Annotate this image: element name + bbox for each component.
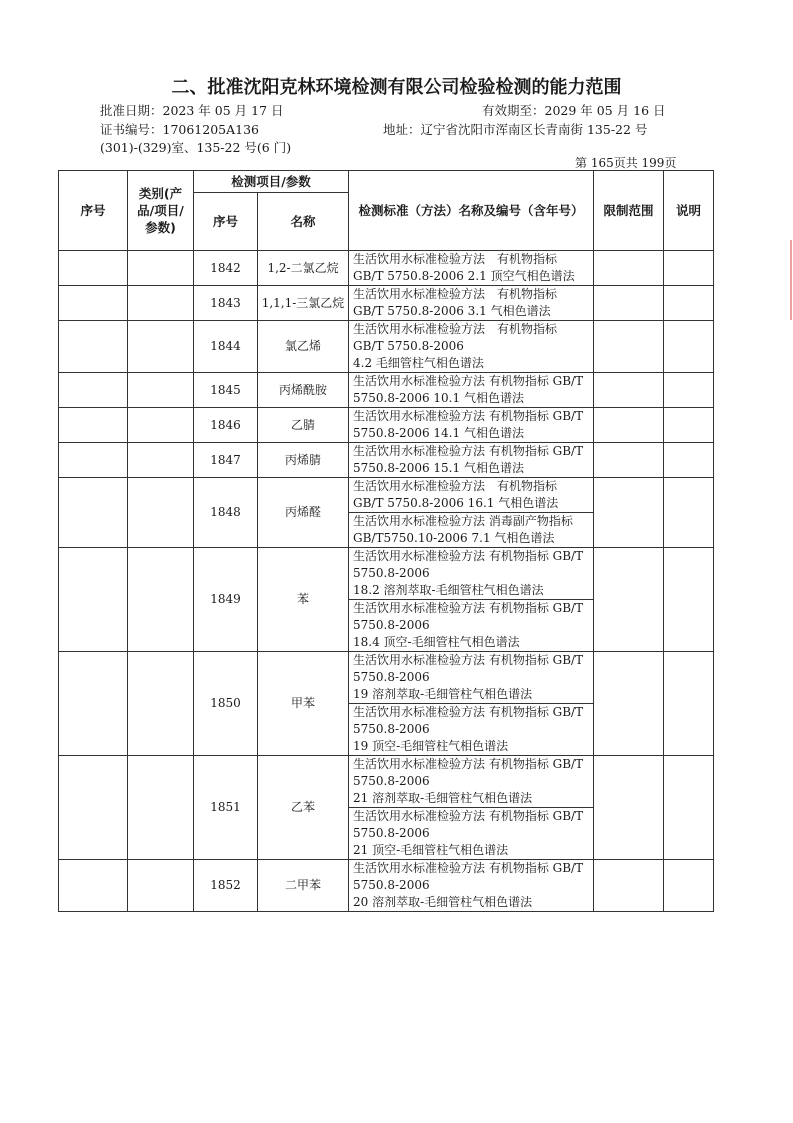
note-cell bbox=[664, 251, 714, 286]
standard-cell: 生活饮用水标准检验方法 有机物指标 GB/T 5750.8-2006 3.1 气相色谱法 bbox=[349, 286, 594, 321]
note-cell bbox=[664, 652, 714, 756]
seq-cell bbox=[59, 321, 128, 373]
limit-cell bbox=[594, 321, 664, 373]
limit-cell bbox=[594, 756, 664, 860]
table-row bbox=[59, 321, 714, 373]
table-row bbox=[59, 443, 714, 478]
category-cell bbox=[128, 251, 194, 286]
note-cell bbox=[664, 756, 714, 860]
limit-cell bbox=[594, 408, 664, 443]
item-name: 1,2-二氯乙烷 bbox=[258, 251, 349, 286]
seq-cell bbox=[59, 756, 128, 860]
standard-cell: 生活饮用水标准检验方法 有机物指标 GB/T 5750.8-2006 21 顶空-毛细管柱气相色谱法 bbox=[349, 808, 594, 860]
seq-cell bbox=[59, 408, 128, 443]
category-cell bbox=[128, 373, 194, 408]
item-name: 苯 bbox=[258, 548, 349, 652]
category-cell bbox=[128, 478, 194, 548]
item-number: 1852 bbox=[194, 860, 258, 912]
item-number: 1847 bbox=[194, 443, 258, 478]
item-name: 二甲苯 bbox=[258, 860, 349, 912]
note-cell bbox=[664, 321, 714, 373]
table-row bbox=[59, 756, 714, 808]
header-category: 类别(产品/项目/参数) bbox=[128, 171, 194, 251]
seq-cell bbox=[59, 548, 128, 652]
standard-cell: 生活饮用水标准检验方法 有机物指标 GB/T 5750.8-2006 15.1 气相色谱法 bbox=[349, 443, 594, 478]
seq-cell bbox=[59, 652, 128, 756]
capability-table bbox=[58, 170, 714, 912]
note-cell bbox=[664, 408, 714, 443]
note-cell bbox=[664, 373, 714, 408]
item-number: 1845 bbox=[194, 373, 258, 408]
table-row bbox=[59, 548, 714, 600]
table-row bbox=[59, 478, 714, 513]
item-name: 丙烯腈 bbox=[258, 443, 349, 478]
item-number: 1844 bbox=[194, 321, 258, 373]
item-number: 1850 bbox=[194, 652, 258, 756]
seq-cell bbox=[59, 478, 128, 548]
note-cell bbox=[664, 548, 714, 652]
item-name: 氯乙烯 bbox=[258, 321, 349, 373]
limit-cell bbox=[594, 860, 664, 912]
valid-until: 有效期至：2029 年 05 月 16 日 bbox=[482, 103, 666, 118]
category-cell bbox=[128, 652, 194, 756]
address-continued: (301)-(329)室、135-22 号(6 门) bbox=[100, 140, 292, 155]
standard-cell: 生活饮用水标准检验方法 有机物指标 GB/T 5750.8-2006 18.2 溶剂萃取-毛细管柱气相色谱法 bbox=[349, 548, 594, 600]
approval-date: 批准日期：2023 年 05 月 17 日 bbox=[100, 103, 284, 118]
header-note: 说明 bbox=[664, 171, 714, 251]
note-cell bbox=[664, 860, 714, 912]
scan-edge-mark bbox=[790, 240, 792, 320]
note-cell bbox=[664, 286, 714, 321]
standard-cell: 生活饮用水标准检验方法 有机物指标 GB/T 5750.8-2006 21 溶剂萃取-毛细管柱气相色谱法 bbox=[349, 756, 594, 808]
limit-cell bbox=[594, 652, 664, 756]
page-title: 二、批准沈阳克林环境检测有限公司检验检测的能力范围 bbox=[171, 77, 622, 98]
cert-number: 证书编号：17061205A136 bbox=[100, 122, 260, 137]
table-row bbox=[59, 251, 714, 286]
limit-cell bbox=[594, 251, 664, 286]
item-number: 1843 bbox=[194, 286, 258, 321]
header-limit: 限制范围 bbox=[594, 171, 664, 251]
item-number: 1849 bbox=[194, 548, 258, 652]
header-standard: 检测标准（方法）名称及编号（含年号） bbox=[349, 171, 594, 251]
item-number: 1851 bbox=[194, 756, 258, 860]
standard-cell: 生活饮用水标准检验方法 有机物指标 GB/T 5750.8-2006 20 溶剂萃取-毛细管柱气相色谱法 bbox=[349, 860, 594, 912]
item-name: 甲苯 bbox=[258, 652, 349, 756]
standard-cell: 生活饮用水标准检验方法 有机物指标 GB/T 5750.8-2006 18.4 顶空-毛细管柱气相色谱法 bbox=[349, 600, 594, 652]
category-cell bbox=[128, 756, 194, 860]
item-name: 乙腈 bbox=[258, 408, 349, 443]
category-cell bbox=[128, 408, 194, 443]
standard-cell: 生活饮用水标准检验方法 有机物指标 GB/T 5750.8-2006 2.1 顶空气相色谱法 bbox=[349, 251, 594, 286]
seq-cell bbox=[59, 373, 128, 408]
limit-cell bbox=[594, 478, 664, 548]
limit-cell bbox=[594, 286, 664, 321]
limit-cell bbox=[594, 373, 664, 408]
note-cell bbox=[664, 443, 714, 478]
header-name: 名称 bbox=[258, 193, 349, 251]
table-row bbox=[59, 408, 714, 443]
item-name: 乙苯 bbox=[258, 756, 349, 860]
table-row bbox=[59, 286, 714, 321]
standard-cell: 生活饮用水标准检验方法 有机物指标 GB/T 5750.8-2006 4.2 毛细管柱气相色谱法 bbox=[349, 321, 594, 373]
standard-cell: 生活饮用水标准检验方法 有机物指标 GB/T 5750.8-2006 10.1 气相色谱法 bbox=[349, 373, 594, 408]
item-name: 丙烯酰胺 bbox=[258, 373, 349, 408]
header-test-group: 检测项目/参数 bbox=[194, 171, 349, 193]
standard-cell: 生活饮用水标准检验方法 消毒副产物指标 GB/T5750.10-2006 7.1 气相色谱法 bbox=[349, 513, 594, 548]
category-cell bbox=[128, 443, 194, 478]
item-name: 丙烯醛 bbox=[258, 478, 349, 548]
category-cell bbox=[128, 860, 194, 912]
note-cell bbox=[664, 478, 714, 548]
seq-cell bbox=[59, 443, 128, 478]
category-cell bbox=[128, 321, 194, 373]
category-cell bbox=[128, 286, 194, 321]
item-number: 1848 bbox=[194, 478, 258, 548]
page-number: 第 165页共 199页 bbox=[575, 156, 677, 170]
standard-cell: 生活饮用水标准检验方法 有机物指标 GB/T 5750.8-2006 16.1 气相色谱法 bbox=[349, 478, 594, 513]
table-row bbox=[59, 860, 714, 912]
header-sub-seq: 序号 bbox=[194, 193, 258, 251]
standard-cell: 生活饮用水标准检验方法 有机物指标 GB/T 5750.8-2006 19 顶空-毛细管柱气相色谱法 bbox=[349, 704, 594, 756]
table-row bbox=[59, 652, 714, 704]
seq-cell bbox=[59, 251, 128, 286]
standard-cell: 生活饮用水标准检验方法 有机物指标 GB/T 5750.8-2006 19 溶剂萃取-毛细管柱气相色谱法 bbox=[349, 652, 594, 704]
limit-cell bbox=[594, 443, 664, 478]
item-number: 1846 bbox=[194, 408, 258, 443]
limit-cell bbox=[594, 548, 664, 652]
item-name: 1,1,1-三氯乙烷 bbox=[258, 286, 349, 321]
address: 地址：辽宁省沈阳市浑南区长青南街 135-22 号 bbox=[383, 122, 648, 137]
seq-cell bbox=[59, 860, 128, 912]
table-row bbox=[59, 373, 714, 408]
category-cell bbox=[128, 548, 194, 652]
header-seq: 序号 bbox=[59, 171, 128, 251]
item-number: 1842 bbox=[194, 251, 258, 286]
standard-cell: 生活饮用水标准检验方法 有机物指标 GB/T 5750.8-2006 14.1 气相色谱法 bbox=[349, 408, 594, 443]
seq-cell bbox=[59, 286, 128, 321]
